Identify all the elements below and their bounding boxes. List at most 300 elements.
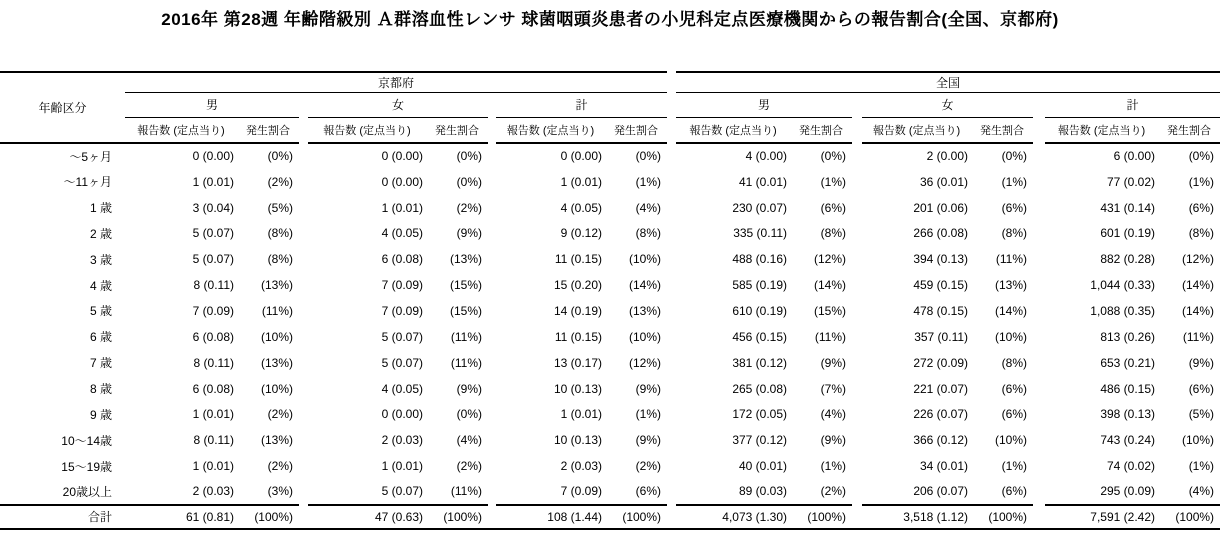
reports-cell: 266 (0.08) [913, 226, 969, 241]
reports-cell: 0 (0.00) [192, 149, 234, 164]
column-gap [488, 246, 496, 272]
age-cell: 6 歳 [89, 330, 112, 345]
column-gap [488, 298, 496, 324]
rate-cell: (9%) [635, 433, 662, 448]
column-gap [852, 401, 862, 427]
rate-cell: (11%) [450, 355, 482, 370]
age-cell: 7 歳 [89, 356, 112, 371]
rate-cell: (10%) [995, 329, 1028, 344]
column-gap [1033, 401, 1045, 427]
column-gap [1033, 350, 1045, 376]
rate-cell: (10%) [1182, 433, 1215, 448]
rate-cell: (100%) [605, 505, 667, 529]
rate-cell: (14%) [1182, 278, 1215, 293]
reports-cell: 394 (0.13) [913, 252, 969, 267]
rate-cell: (0%) [820, 149, 847, 164]
column-gap [852, 453, 862, 479]
column-gap [488, 117, 496, 143]
rate-cell: (12%) [1182, 252, 1215, 267]
rate-cell: (6%) [635, 484, 662, 499]
rate-cell: (0%) [456, 407, 482, 422]
column-gap [488, 272, 496, 298]
column-gap [1033, 324, 1045, 350]
sex-header-zenkoku-male: 男 [676, 92, 852, 117]
rate-cell: (10%) [629, 252, 662, 267]
age-cell: 2 歳 [89, 226, 112, 241]
column-gap [299, 195, 308, 221]
column-gap [852, 272, 862, 298]
rate-cell: (10%) [260, 329, 293, 344]
rate-cell: (12%) [814, 252, 847, 267]
reports-cell: 172 (0.05) [732, 407, 788, 422]
rate-cell: (100%) [237, 505, 299, 529]
age-column-header: 年齢区分 [0, 72, 125, 143]
reports-cell: 5 (0.07) [381, 355, 423, 370]
reports-cell: 1 (0.01) [192, 174, 234, 189]
sex-header-zenkoku-total: 計 [1045, 92, 1220, 117]
reports-cell: 6 (0.08) [381, 252, 423, 267]
column-gap [1033, 246, 1045, 272]
rate-cell: (14%) [1182, 303, 1215, 318]
reports-cell: 201 (0.06) [913, 200, 969, 215]
column-gap [1033, 479, 1045, 505]
reports-cell: 77 (0.02) [1106, 174, 1156, 189]
table-row [0, 143, 1220, 169]
column-gap [852, 92, 862, 117]
sex-header-zenkoku-female: 女 [862, 92, 1033, 117]
reports-cell: 610 (0.19) [732, 303, 788, 318]
reports-cell: 882 (0.28) [1100, 252, 1156, 267]
column-gap [1033, 92, 1045, 117]
reports-cell: 5 (0.07) [192, 252, 234, 267]
rate-cell: (14%) [629, 278, 662, 293]
rate-cell: (11%) [450, 329, 482, 344]
age-cell: 9 歳 [89, 407, 112, 422]
reports-cell: 89 (0.03) [738, 484, 788, 499]
rate-cell: (1%) [820, 459, 847, 474]
rate-cell: (11%) [1182, 329, 1215, 344]
reports-cell: 5 (0.07) [381, 484, 423, 499]
column-gap [852, 169, 862, 195]
column-gap [488, 453, 496, 479]
rate-cell: (2%) [267, 407, 293, 422]
rate-cell: (100%) [971, 505, 1033, 529]
reports-cell: 10 (0.13) [553, 381, 602, 396]
rate-column-header: 発生割合 [971, 117, 1033, 143]
reports-cell: 357 (0.11) [914, 329, 969, 344]
column-gap [1033, 221, 1045, 247]
reports-cell: 0 (0.00) [381, 407, 423, 422]
reports-column-header: 報告数 (定点当り) [125, 117, 237, 143]
reports-cell: 7,591 (2.42) [1045, 505, 1158, 529]
reports-cell: 488 (0.16) [732, 252, 788, 267]
reports-cell: 813 (0.26) [1100, 329, 1156, 344]
rate-cell: (9%) [635, 381, 662, 396]
reports-cell: 8 (0.11) [193, 433, 234, 448]
column-gap [299, 479, 308, 505]
reports-cell: 6 (0.08) [192, 381, 234, 396]
reports-cell: 1,088 (0.35) [1090, 303, 1156, 318]
rate-cell: (6%) [1188, 381, 1215, 396]
reports-cell: 0 (0.00) [560, 149, 602, 164]
rate-cell: (5%) [1188, 407, 1215, 422]
rate-cell: (3%) [267, 484, 293, 499]
table-row [0, 427, 1220, 453]
column-gap [852, 195, 862, 221]
reports-cell: 1 (0.01) [381, 459, 423, 474]
rate-cell: (0%) [1188, 149, 1215, 164]
rate-cell: (11%) [261, 303, 293, 318]
reports-column-header: 報告数 (定点当り) [862, 117, 971, 143]
age-cell: 1 歳 [89, 201, 112, 216]
column-gap [488, 324, 496, 350]
column-gap [299, 143, 308, 169]
rate-cell: (13%) [629, 303, 662, 318]
column-gap [667, 324, 676, 350]
column-gap [1033, 169, 1045, 195]
column-gap [488, 92, 496, 117]
reports-cell: 40 (0.01) [738, 459, 788, 474]
column-gap [299, 272, 308, 298]
column-gap [852, 376, 862, 402]
column-gap [299, 376, 308, 402]
column-gap [852, 427, 862, 453]
rate-cell: (9%) [456, 226, 482, 241]
rate-cell: (10%) [629, 329, 662, 344]
column-gap [299, 427, 308, 453]
total-row [0, 505, 1220, 529]
column-gap [299, 324, 308, 350]
reports-cell: 4 (0.05) [560, 200, 602, 215]
age-cell: 合計 [0, 505, 125, 529]
reports-cell: 743 (0.24) [1100, 433, 1156, 448]
column-gap [852, 324, 862, 350]
column-gap [667, 453, 676, 479]
reports-cell: 398 (0.13) [1100, 407, 1156, 422]
rate-cell: (11%) [450, 484, 482, 499]
reports-cell: 36 (0.01) [919, 174, 969, 189]
reports-cell: 585 (0.19) [732, 278, 788, 293]
column-gap [299, 169, 308, 195]
region-header-row [0, 72, 1220, 92]
subcolumn-header-row [0, 117, 1220, 143]
column-gap [852, 298, 862, 324]
rate-cell: (13%) [260, 433, 293, 448]
rate-cell: (1%) [1001, 174, 1028, 189]
rate-column-header: 発生割合 [1158, 117, 1220, 143]
column-gap [667, 298, 676, 324]
sex-header-kyoto-male: 男 [125, 92, 299, 117]
column-gap [667, 505, 676, 529]
reports-cell: 456 (0.15) [732, 329, 788, 344]
column-gap [852, 221, 862, 247]
rate-cell: (5%) [267, 200, 293, 215]
reports-cell: 47 (0.63) [308, 505, 426, 529]
reports-cell: 3,518 (1.12) [862, 505, 971, 529]
rate-cell: (2%) [820, 484, 847, 499]
table-row [0, 169, 1220, 195]
age-cell: ～5ヶ月 [69, 149, 112, 164]
rate-cell: (100%) [1158, 505, 1220, 529]
reports-cell: 226 (0.07) [913, 407, 969, 422]
column-gap [1033, 272, 1045, 298]
rate-cell: (10%) [260, 381, 293, 396]
rate-cell: (10%) [995, 433, 1028, 448]
column-gap [852, 143, 862, 169]
rate-cell: (1%) [1188, 459, 1215, 474]
reports-cell: 7 (0.09) [381, 303, 423, 318]
column-gap [299, 453, 308, 479]
reports-cell: 4 (0.00) [745, 149, 788, 164]
column-gap [299, 401, 308, 427]
age-cell: 4 歳 [89, 278, 112, 293]
reports-cell: 11 (0.15) [554, 329, 602, 344]
column-gap [488, 350, 496, 376]
reports-cell: 381 (0.12) [732, 355, 788, 370]
rate-cell: (6%) [820, 200, 847, 215]
rate-cell: (2%) [456, 459, 482, 474]
reports-cell: 377 (0.12) [732, 433, 788, 448]
reports-cell: 2 (0.00) [926, 149, 969, 164]
rate-cell: (11%) [814, 329, 847, 344]
age-cell: 3 歳 [89, 252, 112, 267]
table-row [0, 324, 1220, 350]
rate-cell: (9%) [1188, 355, 1215, 370]
column-gap [488, 143, 496, 169]
reports-column-header: 報告数 (定点当り) [676, 117, 790, 143]
column-gap [667, 246, 676, 272]
reports-cell: 74 (0.02) [1106, 459, 1156, 474]
rate-cell: (2%) [456, 200, 482, 215]
rate-cell: (13%) [449, 252, 482, 267]
table-row [0, 221, 1220, 247]
column-gap [667, 350, 676, 376]
rate-cell: (8%) [820, 226, 847, 241]
reports-cell: 2 (0.03) [192, 484, 234, 499]
rate-cell: (15%) [449, 303, 482, 318]
region-header-zenkoku: 全国 [676, 72, 1220, 92]
rate-cell: (0%) [456, 149, 482, 164]
table-row [0, 376, 1220, 402]
reports-cell: 221 (0.07) [913, 381, 969, 396]
reports-cell: 2 (0.03) [560, 459, 602, 474]
column-gap [667, 221, 676, 247]
column-gap [667, 195, 676, 221]
rate-cell: (4%) [820, 407, 847, 422]
rate-cell: (4%) [1188, 484, 1215, 499]
reports-cell: 0 (0.00) [381, 149, 423, 164]
reports-cell: 1 (0.01) [560, 407, 602, 422]
rate-cell: (13%) [260, 278, 293, 293]
rate-cell: (1%) [635, 174, 662, 189]
reports-cell: 7 (0.09) [192, 303, 234, 318]
column-gap [1033, 195, 1045, 221]
reports-cell: 7 (0.09) [560, 484, 602, 499]
age-cell: ～11ヶ月 [63, 175, 112, 190]
rate-cell: (11%) [995, 252, 1028, 267]
column-gap [667, 117, 676, 143]
column-gap [667, 427, 676, 453]
column-gap [299, 350, 308, 376]
column-gap [488, 479, 496, 505]
column-gap [1033, 143, 1045, 169]
rate-cell: (12%) [629, 355, 662, 370]
rate-cell: (8%) [267, 252, 293, 267]
rate-cell: (6%) [1188, 200, 1215, 215]
region-header-kyoto: 京都府 [125, 72, 667, 92]
age-cell: 10～14歳 [61, 433, 112, 448]
table-row [0, 453, 1220, 479]
report-table [0, 71, 1220, 530]
reports-cell: 335 (0.11) [733, 226, 788, 241]
rate-cell: (8%) [267, 226, 293, 241]
rate-cell: (9%) [820, 355, 847, 370]
table-row [0, 350, 1220, 376]
rate-cell: (8%) [1001, 355, 1028, 370]
rate-cell: (6%) [1001, 381, 1028, 396]
rate-cell: (9%) [456, 381, 482, 396]
column-gap [852, 246, 862, 272]
rate-column-header: 発生割合 [237, 117, 299, 143]
reports-cell: 3 (0.04) [192, 200, 234, 215]
rate-cell: (2%) [267, 174, 293, 189]
rate-cell: (2%) [635, 459, 662, 474]
rate-cell: (15%) [814, 303, 847, 318]
reports-cell: 230 (0.07) [732, 200, 788, 215]
reports-cell: 1,044 (0.33) [1090, 278, 1156, 293]
rate-cell: (13%) [995, 278, 1028, 293]
column-gap [667, 72, 676, 92]
column-gap [852, 505, 862, 529]
reports-cell: 4,073 (1.30) [676, 505, 790, 529]
column-gap [488, 376, 496, 402]
rate-cell: (100%) [426, 505, 488, 529]
reports-column-header: 報告数 (定点当り) [1045, 117, 1158, 143]
page-title: 2016年 第28週 年齢階級別 Ａ群溶血性レンサ 球菌咽頭炎患者の小児科定点医療機関からの報告割合(全国、京都府) [161, 10, 1059, 29]
sex-header-kyoto-total: 計 [496, 92, 667, 117]
rate-cell: (1%) [1188, 174, 1215, 189]
rate-cell: (7%) [820, 381, 847, 396]
age-cell: 8 歳 [89, 382, 112, 397]
rate-cell: (6%) [1001, 200, 1028, 215]
reports-cell: 272 (0.09) [913, 355, 969, 370]
column-gap [299, 117, 308, 143]
column-gap [299, 505, 308, 529]
reports-cell: 5 (0.07) [381, 329, 423, 344]
reports-cell: 366 (0.12) [913, 433, 969, 448]
column-gap [667, 401, 676, 427]
column-gap [488, 221, 496, 247]
reports-cell: 7 (0.09) [381, 278, 423, 293]
age-cell: 5 歳 [89, 304, 112, 319]
reports-cell: 8 (0.11) [193, 278, 234, 293]
column-gap [299, 221, 308, 247]
reports-cell: 601 (0.19) [1100, 226, 1156, 241]
column-gap [1033, 505, 1045, 529]
reports-cell: 4 (0.05) [381, 381, 423, 396]
table-body [0, 143, 1220, 529]
column-gap [667, 479, 676, 505]
column-gap [1033, 453, 1045, 479]
column-gap [299, 92, 308, 117]
column-gap [488, 401, 496, 427]
reports-cell: 486 (0.15) [1100, 381, 1156, 396]
reports-cell: 1 (0.01) [192, 459, 234, 474]
rate-cell: (9%) [820, 433, 847, 448]
reports-cell: 108 (1.44) [496, 505, 605, 529]
reports-cell: 61 (0.81) [125, 505, 237, 529]
reports-cell: 14 (0.19) [553, 303, 602, 318]
reports-cell: 10 (0.13) [553, 433, 602, 448]
reports-cell: 206 (0.07) [913, 484, 969, 499]
age-cell: 20歳以上 [62, 484, 112, 499]
rate-cell: (4%) [456, 433, 482, 448]
column-gap [1033, 298, 1045, 324]
column-gap [667, 376, 676, 402]
reports-cell: 6 (0.00) [1113, 149, 1156, 164]
rate-cell: (0%) [267, 149, 293, 164]
reports-cell: 478 (0.15) [913, 303, 969, 318]
reports-cell: 9 (0.12) [560, 226, 602, 241]
reports-cell: 459 (0.15) [913, 278, 969, 293]
rate-cell: (4%) [635, 200, 662, 215]
table-row [0, 401, 1220, 427]
rate-cell: (8%) [635, 226, 662, 241]
rate-cell: (8%) [1001, 226, 1028, 241]
rate-cell: (0%) [456, 174, 482, 189]
reports-cell: 265 (0.08) [732, 381, 788, 396]
reports-cell: 0 (0.00) [381, 174, 423, 189]
column-gap [1033, 427, 1045, 453]
reports-cell: 4 (0.05) [381, 226, 423, 241]
table-row [0, 298, 1220, 324]
column-gap [852, 350, 862, 376]
rate-column-header: 発生割合 [426, 117, 488, 143]
column-gap [488, 427, 496, 453]
column-gap [852, 479, 862, 505]
rate-cell: (6%) [1001, 484, 1028, 499]
rate-cell: (14%) [814, 278, 847, 293]
column-gap [299, 298, 308, 324]
rate-cell: (15%) [449, 278, 482, 293]
column-gap [488, 195, 496, 221]
sex-header-row [0, 92, 1220, 117]
rate-cell: (8%) [1188, 226, 1215, 241]
table-row [0, 195, 1220, 221]
table-row [0, 272, 1220, 298]
reports-cell: 295 (0.09) [1100, 484, 1156, 499]
column-gap [299, 246, 308, 272]
reports-column-header: 報告数 (定点当り) [308, 117, 426, 143]
column-gap [488, 505, 496, 529]
rate-column-header: 発生割合 [790, 117, 852, 143]
reports-cell: 15 (0.20) [553, 278, 602, 293]
rate-cell: (100%) [790, 505, 852, 529]
rate-cell: (0%) [1001, 149, 1028, 164]
reports-cell: 1 (0.01) [560, 174, 602, 189]
reports-cell: 8 (0.11) [193, 355, 234, 370]
reports-cell: 34 (0.01) [919, 459, 969, 474]
reports-cell: 1 (0.01) [381, 200, 423, 215]
rate-cell: (1%) [820, 174, 847, 189]
reports-column-header: 報告数 (定点当り) [496, 117, 605, 143]
table-row [0, 246, 1220, 272]
reports-cell: 653 (0.21) [1100, 355, 1156, 370]
rate-column-header: 発生割合 [605, 117, 667, 143]
rate-cell: (6%) [1001, 407, 1028, 422]
reports-cell: 11 (0.15) [554, 252, 602, 267]
reports-cell: 1 (0.01) [192, 407, 234, 422]
